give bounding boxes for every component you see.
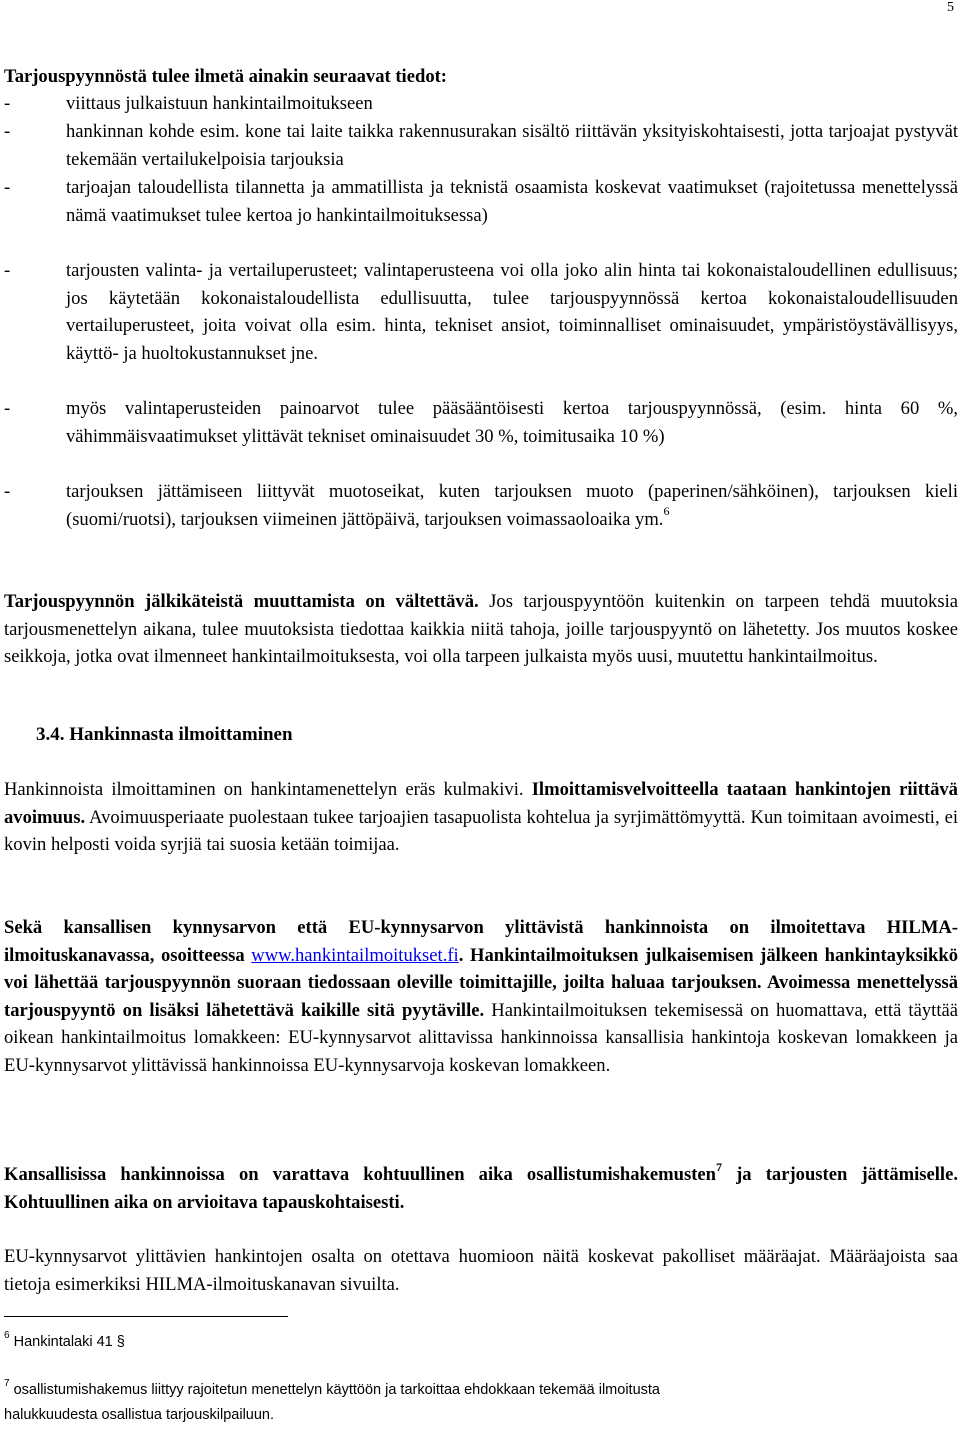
paragraph-national — [4, 1161, 958, 1216]
list-dash: - — [4, 481, 11, 502]
paragraph-announcing — [4, 776, 958, 859]
paragraph-changes — [4, 588, 958, 671]
list-dash: - — [4, 93, 11, 114]
intro-heading: Tarjouspyynnöstä tulee ilmetä ainakin seuraavat tiedot: — [4, 66, 447, 87]
footnote-ref: 6 — [663, 504, 670, 519]
paragraph-text: Jos tarjouspyyntöön kuitenkin on tarpeen tehdä muutoksia tarjousmenettelyn aikana, tulee muutoksista tiedottaa kaikkia niitä tahoja, joille tarjouspyyntö on lähetetty. Jos muutos koskee seikkoja, jotka ovat ilmenneet hankintailmoituksesta, voi olla tarpeen julkaista myös uusi, muutettu hankintailmoitus. — [4, 591, 959, 667]
list-dash: - — [4, 121, 11, 142]
list-item — [4, 395, 958, 450]
paragraph-bold-text: Kansallisissa hankinnoissa on varattava kohtuullinen aika osallistumishakemusten — [4, 1164, 716, 1185]
list-item — [4, 90, 958, 118]
list-item-text: tarjousten valinta- ja vertailuperusteet; valintaperusteena voi olla joko alin hinta tai kokonaistaloudellinen edullisuus; jos käytetään kokonaistaloudellista edullisuutta, tulee tarjouspyynnössä kertoa kokonaistaloudellisuuden vertailuperusteet, joita voivat olla esim. hinta, tekniset ansiot, toiminnalliset ominaisuudet, ympäristöystävällisyys, käyttö- ja huoltokustannukset jne. — [66, 260, 958, 364]
list-item-text: tarjoajan taloudellista tilannetta ja ammatillista ja teknistä osaamista koskevat vaatimukset (rajoitetussa menettelyssä nämä vaatimukset tulee kertoa jo hankintailmoituksessa) — [66, 177, 958, 226]
section-heading: 3.4. Hankinnasta ilmoittaminen — [36, 724, 293, 745]
paragraph-bold-lead: Tarjouspyynnön jälkikäteistä muuttamista on vältettävä. — [4, 591, 479, 612]
list-item — [4, 118, 958, 173]
footnote-number: 7 — [4, 1378, 10, 1390]
list-item-text: hankinnan kohde esim. kone tai laite taikka rakennusurakan sisältö riittävän yksityiskohtaisesti, jotta tarjoajat pystyvät tekemään vertailukelpoisia tarjouksia — [66, 121, 958, 170]
paragraph-hilma — [4, 914, 958, 1079]
paragraph-bold-text: ja tarjousten jättämiselle. Kohtuullinen aika on arvioitava tapauskohtaisesti. — [4, 1164, 958, 1213]
list-dash: - — [4, 177, 11, 198]
paragraph-eu-deadlines: EU-kynnysarvot ylittävien hankintojen osalta on otettava huomioon näitä koskevat pakolliset määräajat. Määräajoista saa tietoja esimerkiksi HILMA-ilmoituskanavan sivuilta. — [4, 1246, 958, 1295]
paragraph-bold-text: . Hankintailmoituksen julkaisemisen jälkeen hankintayksikkö voi lähettää tarjouspyynnön suoraan tiedossaan oleville toimittajille, joilta haluaa tarjouksen. Avoimessa menettelyssä tarjouspyyntö on lisäksi lähetettävä kaikille sitä pyytäville. — [4, 944, 958, 1021]
footnote-number: 6 — [4, 1330, 10, 1342]
list-item-text: myös valintaperusteiden painoarvot tulee pääsääntöisesti kertoa tarjouspyynnössä, (esim. hinta 60 %, vähimmäisvaatimukset ylittävät tekniset ominaisuudet 30 %, toimitusaika 10 %) — [66, 398, 958, 447]
footnote-divider — [4, 1316, 288, 1317]
paragraph-bold-text: Ilmoittamisvelvoitteella taataan hankintojen riittävä avoimuus. — [4, 779, 958, 828]
list-item — [4, 174, 958, 229]
hilma-link[interactable]: www.hankintailmoitukset.fi — [251, 944, 459, 966]
paragraph-bold-text: Sekä kansallisen kynnysarvon että EU-kynnysarvon ylittävistä hankinnoista on ilmoitettava HILMA-ilmoituskanavassa, osoitteessa — [4, 917, 958, 966]
paragraph-text: Hankintailmoituksen tekemisessä on huomattava, että täyttää oikean hankintailmoitus lomakkeen: EU-kynnysarvot alittavissa hankinnoissa kansallisia hankintoja koskevan lomakkeen ja EU-kynnysarvot ylittävissä hankinnoissa EU-kynnysarvoja koskevan lomakkeen. — [4, 999, 958, 1076]
paragraph-text: Avoimuusperiaate puolestaan tukee tarjoajien tasapuolista kohtelua ja syrjimättömyyttä. Kun toimitaan avoimesti, ei kovin helposti voida syrjiä tai suosia ketään toimijaa. — [4, 806, 958, 855]
list-dash: - — [4, 260, 11, 281]
footnote-7 — [4, 1378, 660, 1402]
list-item-text: tarjouksen jättämiseen liittyvät muotoseikat, kuten tarjouksen muoto (paperinen/sähköinen), tarjouksen kieli (suomi/ruotsi), tarjouksen viimeinen jättöpäivä, tarjouksen voimassaoloaika ym. — [66, 481, 958, 530]
footnote-text: osallistumishakemus liittyy rajoitetun menettelyn käyttöön ja tarkoittaa ehdokkaan tekemää ilmoitusta — [13, 1382, 660, 1398]
list-item-text: viittaus julkaistuun hankintailmoitukseen — [66, 93, 373, 114]
list-item — [4, 478, 958, 533]
paragraph-text: Hankinnoista ilmoittaminen on hankintamenettelyn eräs kulmakivi. — [4, 779, 532, 800]
list-item — [4, 257, 958, 367]
list-dash: - — [4, 398, 11, 419]
footnote-ref: 7 — [715, 1159, 722, 1174]
footnote-7-continued: halukkuudesta osallistua tarjouskilpailuun. — [4, 1407, 275, 1423]
footnote-6 — [4, 1330, 125, 1354]
page-number: 5 — [947, 0, 954, 15]
footnote-text: Hankintalaki 41 § — [13, 1334, 125, 1350]
